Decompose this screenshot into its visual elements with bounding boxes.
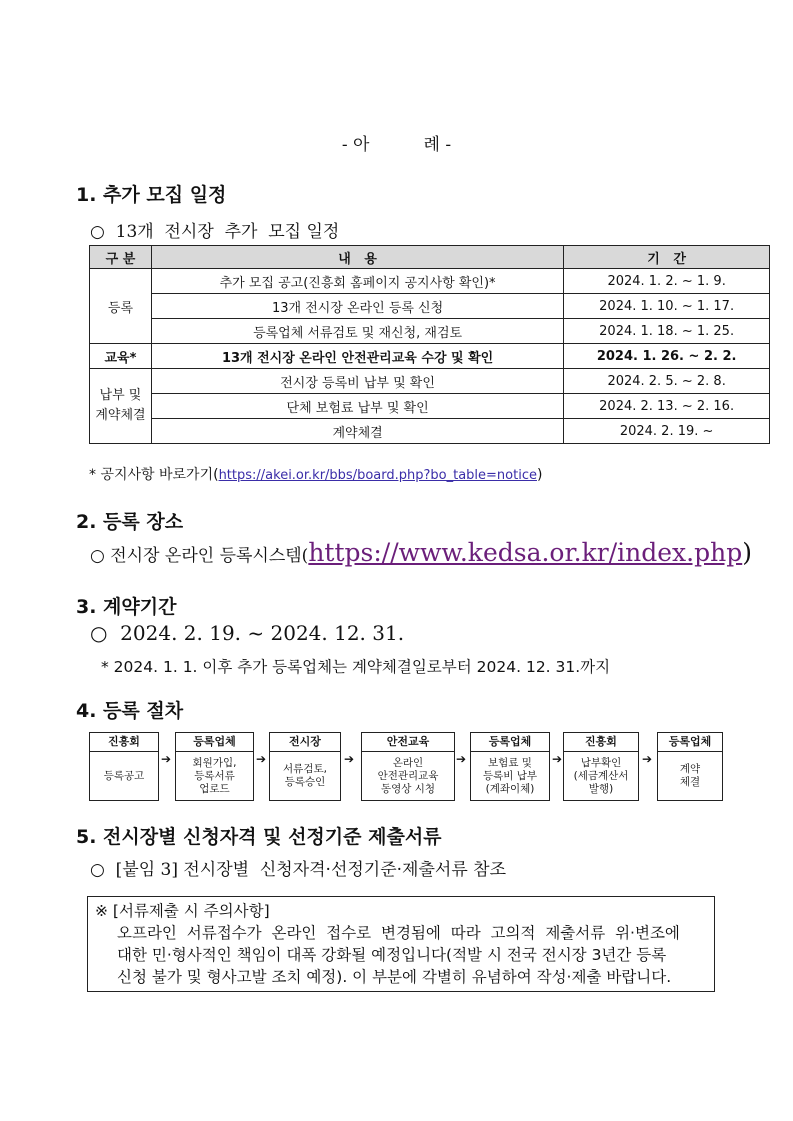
contract-note: * 2024. 1. 1. 이후 추가 등록업체는 계약체결일로부터 2024. 12. 31.까지 bbox=[101, 658, 611, 676]
table-row bbox=[90, 269, 770, 294]
flow-actor: 전시장 bbox=[270, 733, 340, 752]
row-content: 계약체결 bbox=[151, 419, 563, 444]
caution-notice-title: ※ [서류제출 시 주의사항] bbox=[95, 902, 270, 920]
section-5-heading: 5. 전시장별 신청자격 및 선정기준 제출서류 bbox=[76, 826, 442, 848]
caution-notice-box bbox=[87, 896, 715, 992]
section-2-heading: 2. 등록 장소 bbox=[76, 511, 184, 533]
header-content: 내 용 bbox=[151, 246, 563, 269]
flow-task: 등록공고 bbox=[103, 769, 145, 782]
row-period: 2024. 2. 5. ~ 2. 8. bbox=[564, 369, 770, 394]
flow-step-contract bbox=[657, 732, 723, 801]
caution-notice-line: 오프라인 서류접수가 온라인 접수로 변경됨에 따라 고의적 제출서류 위‧변조에 bbox=[117, 924, 680, 942]
group-registration: 등록 bbox=[90, 269, 152, 344]
table-row bbox=[90, 419, 770, 444]
section-5-subtitle: ○ [붙임 3] 전시장별 신청자격·선정기준·제출서류 참조 bbox=[90, 860, 506, 880]
registration-site-line bbox=[90, 538, 752, 567]
section-1-subtitle: ○ 13개 전시장 추가 모집 일정 bbox=[90, 222, 340, 242]
flow-actor: 등록업체 bbox=[658, 733, 722, 752]
arrow-right-icon: ➔ bbox=[161, 752, 172, 766]
header-period: 기 간 bbox=[564, 246, 770, 269]
flow-step-review bbox=[269, 732, 341, 801]
flow-task: 보험료 및 등록비 납부 (계좌이체) bbox=[482, 756, 538, 795]
row-content: 추가 모집 공고(진흥회 홈페이지 공지사항 확인)* bbox=[151, 269, 563, 294]
flow-task: 온라인 안전관리교육 동영상 시청 bbox=[377, 756, 439, 795]
flow-actor: 안전교육 bbox=[362, 733, 454, 752]
table-row bbox=[90, 294, 770, 319]
registration-site-prefix: ○ 전시장 온라인 등록시스템( bbox=[90, 546, 309, 566]
flow-actor: 진흥회 bbox=[564, 733, 638, 752]
row-period: 2024. 1. 26. ~ 2. 2. bbox=[564, 344, 770, 369]
section-3-heading: 3. 계약기간 bbox=[76, 596, 177, 618]
notice-link-line bbox=[89, 464, 542, 484]
table-row bbox=[90, 369, 770, 394]
flow-step-confirm bbox=[563, 732, 639, 801]
row-content: 13개 전시장 온라인 등록 신청 bbox=[151, 294, 563, 319]
caution-notice-line: 신청 불가 및 형사고발 조치 예정). 이 부분에 각별히 유념하여 작성‧제출 바랍니다. bbox=[117, 968, 672, 986]
table-header-row bbox=[90, 246, 770, 269]
notice-link-suffix: ) bbox=[536, 467, 543, 483]
notice-link-prefix: * 공지사항 바로가기( bbox=[89, 467, 219, 483]
row-period: 2024. 2. 19. ~ bbox=[564, 419, 770, 444]
header-category: 구 분 bbox=[90, 246, 152, 269]
flow-step-payment bbox=[470, 732, 550, 801]
contract-period: ○ 2024. 2. 19. ~ 2024. 12. 31. bbox=[90, 621, 405, 645]
row-period: 2024. 1. 2. ~ 1. 9. bbox=[564, 269, 770, 294]
table-row bbox=[90, 344, 770, 369]
row-period: 2024. 1. 10. ~ 1. 17. bbox=[564, 294, 770, 319]
flow-step-signup bbox=[175, 732, 254, 801]
row-period: 2024. 2. 13. ~ 2. 16. bbox=[564, 394, 770, 419]
page-title: - 아 례 - bbox=[341, 135, 452, 155]
arrow-right-icon: ➔ bbox=[344, 752, 355, 766]
group-payment: 납부 및 계약체결 bbox=[90, 369, 152, 444]
group-education: 교육* bbox=[90, 344, 152, 369]
arrow-right-icon: ➔ bbox=[256, 752, 267, 766]
arrow-right-icon: ➔ bbox=[552, 752, 563, 766]
caution-notice-line: 대한 민·형사적인 책임이 대폭 강화될 예정입니다(적발 시 전국 전시장 3년간 등록 bbox=[117, 946, 667, 964]
row-content: 13개 전시장 온라인 안전관리교육 수강 및 확인 bbox=[151, 344, 563, 369]
arrow-right-icon: ➔ bbox=[642, 752, 653, 766]
flow-task: 회원가입, 등록서류 업로드 bbox=[192, 756, 237, 795]
arrow-right-icon: ➔ bbox=[456, 752, 467, 766]
section-1-heading: 1. 추가 모집 일정 bbox=[76, 184, 227, 206]
flow-task: 계약 체결 bbox=[679, 763, 701, 788]
flow-step-announcement bbox=[89, 732, 159, 801]
schedule-table bbox=[89, 245, 770, 444]
table-row bbox=[90, 319, 770, 344]
registration-site-suffix: ) bbox=[742, 538, 752, 567]
flow-actor: 진흥회 bbox=[90, 733, 158, 752]
flow-task: 납부확인 (세금계산서 발행) bbox=[573, 756, 629, 795]
row-content: 등록업체 서류검토 및 재신청, 재검토 bbox=[151, 319, 563, 344]
flow-task: 서류검토, 등록승인 bbox=[283, 763, 327, 788]
table-row bbox=[90, 394, 770, 419]
row-content: 단체 보험료 납부 및 확인 bbox=[151, 394, 563, 419]
registration-site-link[interactable]: https://www.kedsa.or.kr/index.php bbox=[308, 538, 743, 567]
row-content: 전시장 등록비 납부 및 확인 bbox=[151, 369, 563, 394]
row-period: 2024. 1. 18. ~ 1. 25. bbox=[564, 319, 770, 344]
flow-actor: 등록업체 bbox=[471, 733, 549, 752]
section-4-heading: 4. 등록 절차 bbox=[76, 700, 184, 722]
flow-actor: 등록업체 bbox=[176, 733, 253, 752]
flow-step-education bbox=[361, 732, 455, 801]
notice-link[interactable]: https://akei.or.kr/bbs/board.php?bo_table=notice bbox=[218, 468, 537, 483]
